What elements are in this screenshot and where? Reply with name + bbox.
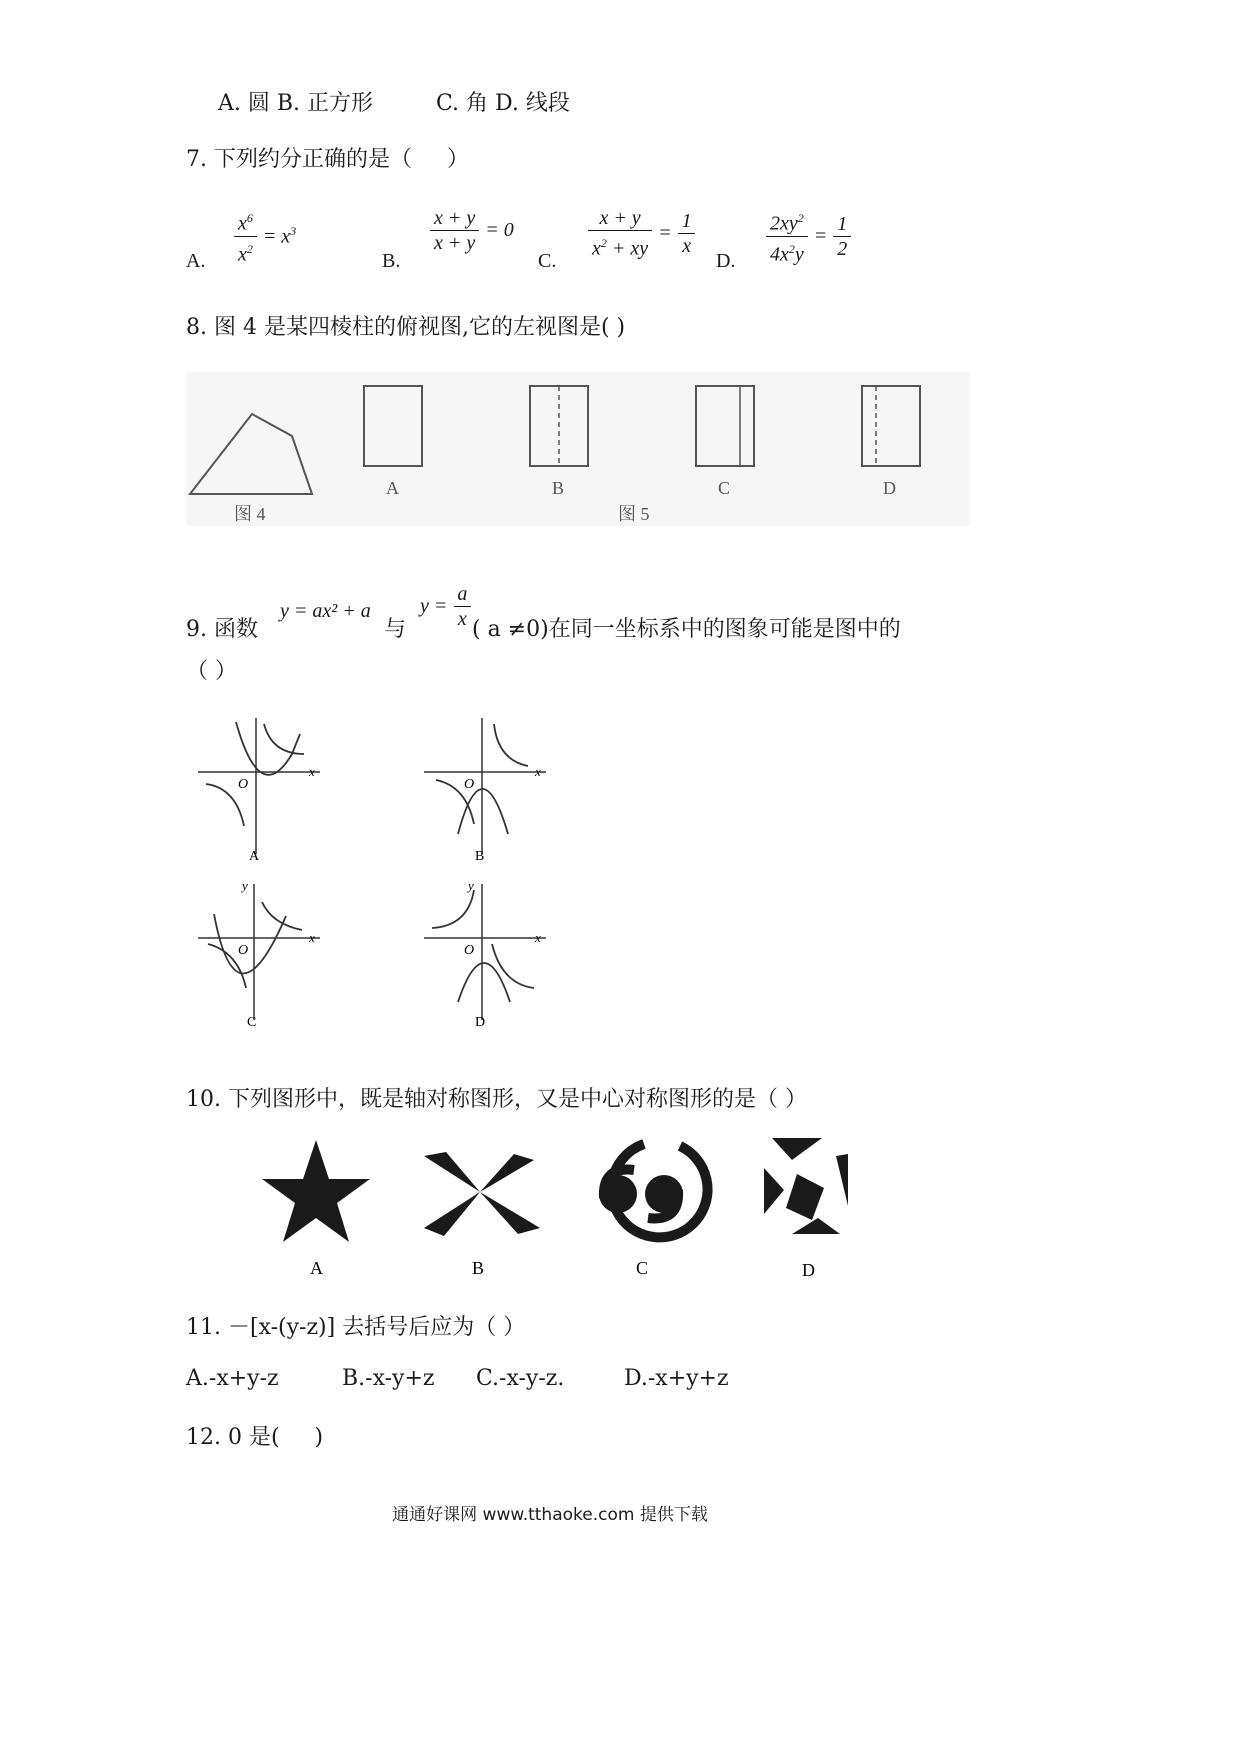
q7-stem: 7. 下列约分正确的是（ ） <box>186 147 469 172</box>
graph-d-x-label: x <box>535 930 541 945</box>
q9-prefix: 9. 函数 <box>186 617 258 642</box>
q9-suffix: ( a ≠0)在同一坐标系中的图象可能是图中的 <box>472 617 901 642</box>
q8-figure <box>186 372 970 526</box>
q7-option-a-formula: $\frac{x^6}{x^2}$ = $x^3$ <box>232 206 296 266</box>
q9-function-quadratic: y = ax² + a <box>280 600 371 622</box>
q9-answer-paren: （ ） <box>186 659 237 684</box>
q9-inverse-denominator: x <box>454 606 471 631</box>
q7-option-b-label: B. <box>382 250 401 272</box>
q12-stem: 12. 0 是( ) <box>186 1425 324 1450</box>
q9-graph-d <box>418 880 558 1030</box>
q9-graph-b <box>418 714 558 864</box>
q11-option-c: C.-x-y-z. <box>476 1366 565 1391</box>
graph-b-hyperbola-upper <box>494 724 528 766</box>
shape-b-label: B <box>472 1258 485 1278</box>
q8-stem: 8. 图 4 是某四棱柱的俯视图,它的左视图是( ) <box>186 315 626 340</box>
q7-option-c-label: C. <box>538 250 557 272</box>
shape-c-ring <box>599 1144 708 1237</box>
graph-a-x-label: x <box>309 764 315 779</box>
graph-d-label: D <box>475 1015 486 1030</box>
fig5-caption: 图 5 <box>618 504 650 524</box>
q7-option-d-formula: $\frac{2xy^2}{4x^2y}$ = $\frac{1}{2}$ <box>764 206 853 266</box>
graph-a-label: A <box>249 849 260 864</box>
view-b-label: B <box>552 478 565 498</box>
q11-option-b: B.-x-y+z <box>342 1366 435 1391</box>
q7-option-b-formula: $\frac{x + y}{x + y}$ = 0 <box>428 206 514 255</box>
view-c-label: C <box>718 478 731 498</box>
q9-function-inverse <box>420 582 473 631</box>
q8-figure-background <box>186 372 970 526</box>
graph-d-y-label: y <box>468 880 474 893</box>
graph-c-origin: O <box>238 943 249 958</box>
q9-graph-a <box>192 714 332 864</box>
shape-d-label: D <box>802 1260 815 1280</box>
shape-b-triangles <box>424 1152 540 1236</box>
graph-c-parabola <box>214 914 286 974</box>
q7-option-d-label: D. <box>716 250 736 272</box>
q9-connector: 与 <box>384 617 407 642</box>
view-a-label: A <box>386 478 399 498</box>
q10-figures <box>252 1130 872 1290</box>
graph-d-hyperbola-lower <box>492 944 534 988</box>
page-footer: 通通好课网 www.tthaoke.com 提供下载 <box>392 1505 708 1525</box>
shape-a-label: A <box>310 1258 323 1278</box>
graph-b-label: B <box>475 849 485 864</box>
graph-d-hyperbola-upper <box>432 890 474 928</box>
shape-a-star <box>262 1140 370 1242</box>
q7-option-c-formula: $\frac{x + y}{x^2 + xy}$ = $\frac{1}{x}$ <box>586 206 698 261</box>
q10-stem: 10. 下列图形中，既是轴对称图形，又是中心对称图形的是（ ） <box>186 1087 807 1112</box>
graph-b-x-label: x <box>535 764 541 779</box>
shape-c-label: C <box>636 1258 649 1278</box>
fig4-caption: 图 4 <box>234 504 266 524</box>
q11-option-d: D.-x+y+z <box>624 1366 729 1391</box>
graph-c-label: C <box>247 1015 257 1030</box>
q11-option-a: A.-x+y-z <box>186 1366 279 1391</box>
q9-inverse-lhs: y = <box>420 595 448 617</box>
graph-d-origin: O <box>464 943 475 958</box>
q6-options: A. 圆 B. 正方形 C. 角 D. 线段 <box>218 91 570 116</box>
shape-d-pattern <box>764 1138 848 1234</box>
graph-b-origin: O <box>464 777 475 792</box>
view-d-label: D <box>883 478 896 498</box>
graph-a-parabola <box>236 722 300 775</box>
q11-stem: 11. －[x-(y-z)] 去括号后应为（ ） <box>186 1315 526 1340</box>
q9-inverse-numerator: a <box>457 583 468 605</box>
graph-c-x-label: x <box>309 930 315 945</box>
q7-option-a-label: A. <box>186 250 206 272</box>
graph-a-origin: O <box>238 777 249 792</box>
graph-b-parabola <box>458 789 508 834</box>
q9-graph-c <box>192 880 332 1030</box>
graph-c-y-label: y <box>242 880 248 893</box>
